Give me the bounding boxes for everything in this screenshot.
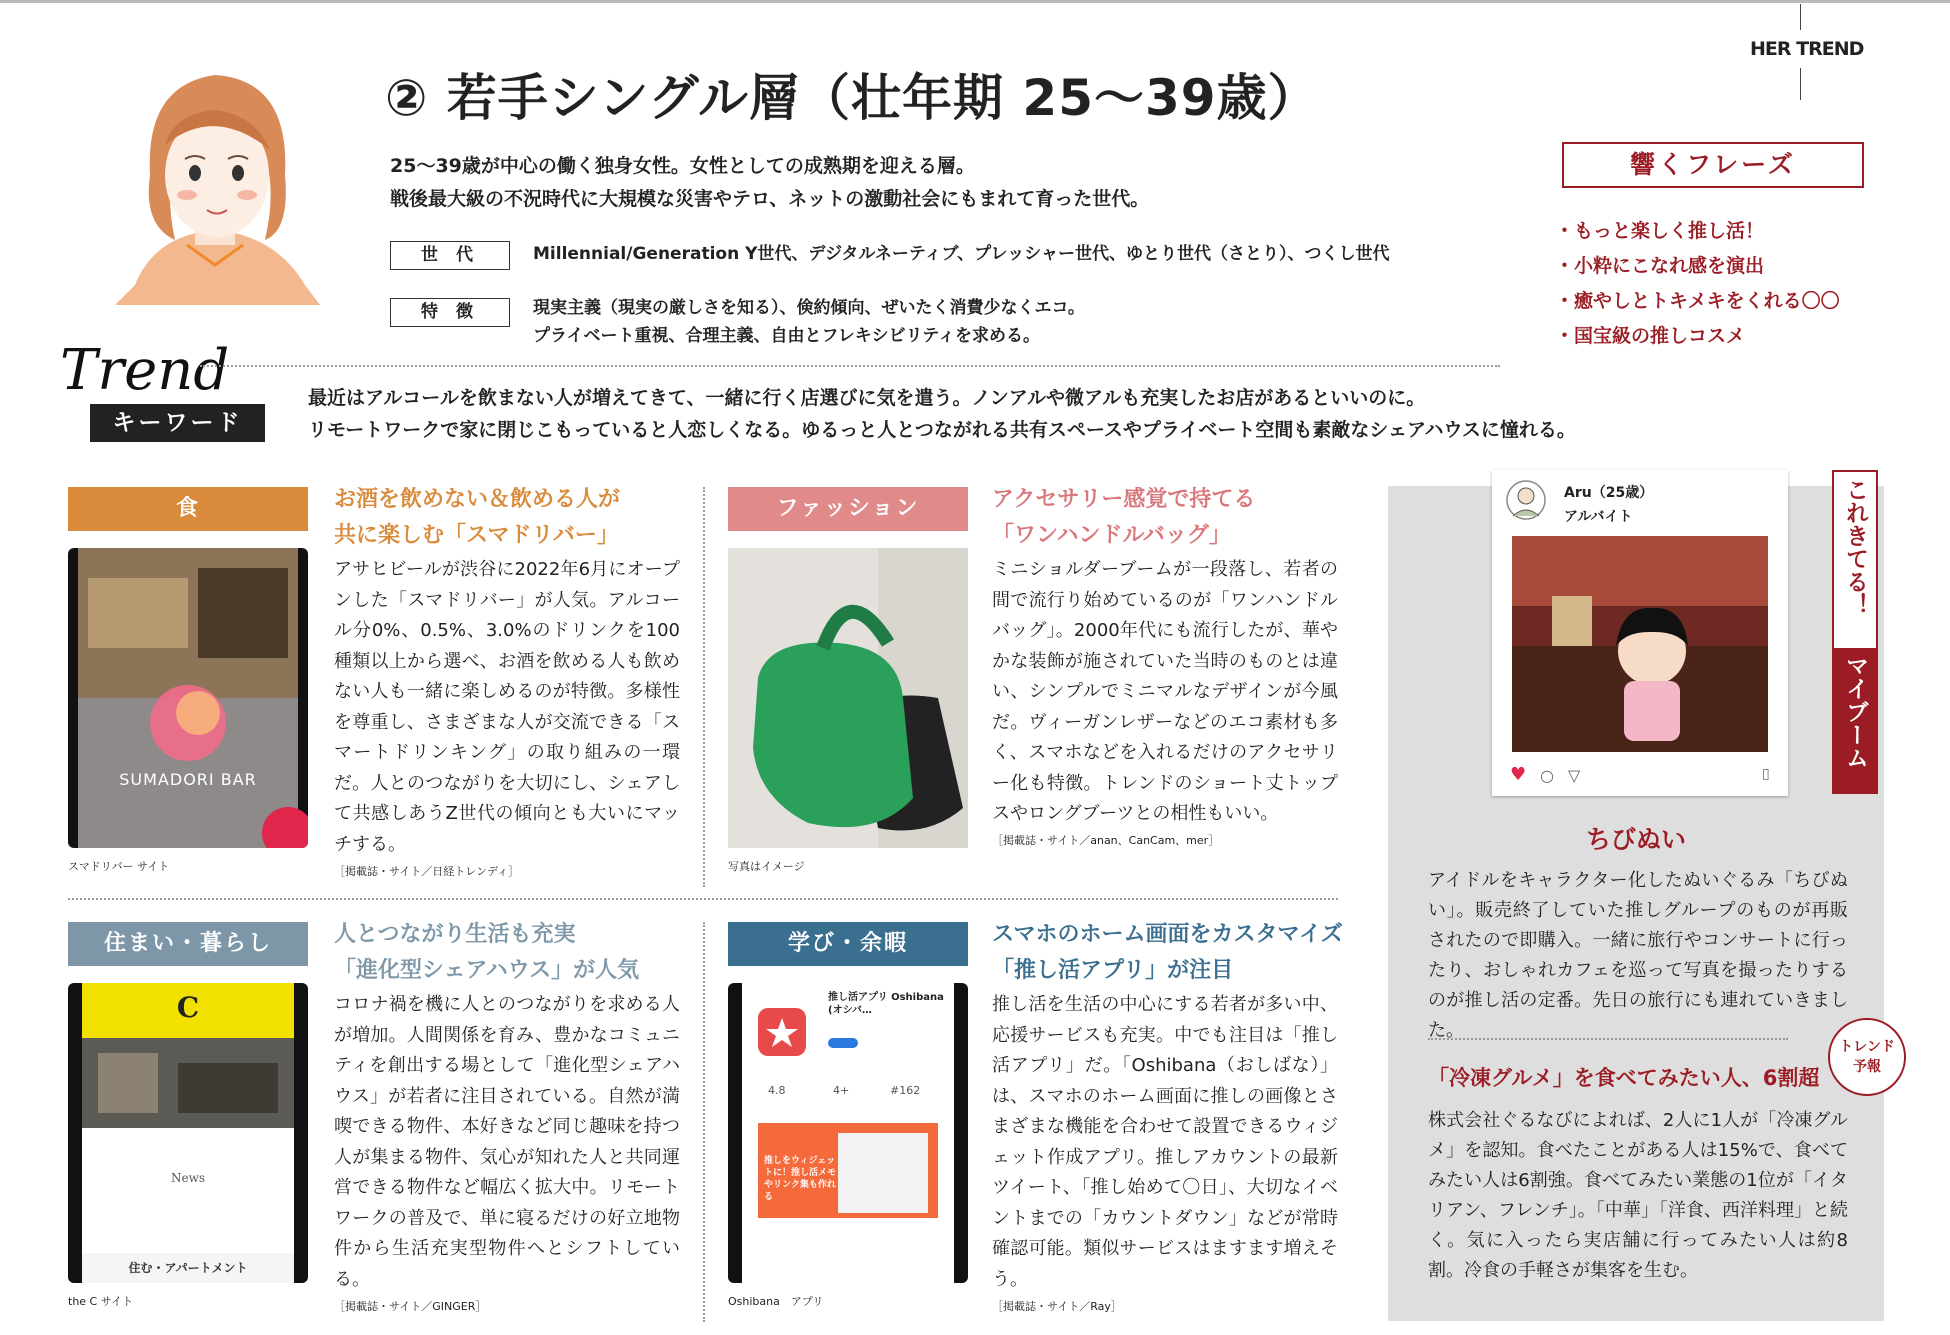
- learning-image-rank: #162: [890, 1084, 921, 1097]
- fashion-source: ［掲載誌・サイト／anan、CanCam、mer］: [992, 834, 1220, 847]
- intro-line-2: 戦後最大級の不況時代に大規模な災害やテロ、ネットの激動社会にもまれて育った世代。: [390, 188, 1150, 210]
- learning-source: ［掲載誌・サイト／Ray］: [992, 1300, 1122, 1313]
- myboom-tag-top: これきてる！: [1842, 478, 1868, 616]
- learning-image-rating: 4.8: [768, 1084, 786, 1097]
- fashion-caption: 写真はイメージ: [728, 860, 805, 873]
- fashion-body: ミニショルダーブームが一段落し、若者の間で流行り始めているのが「ワンハンドルバッグ」。2000年代にも流行したが、華やかな装飾が施されていた当時のものとは違い、シンプルでミニマルなデザインが今風だ。ヴィーガンレザーなどのエコ素材も多く、スマホなどを入れるだけのアクセサリー化も特徴。トレンドのショート丈トップスやロングブーツとの相性もいい。: [992, 559, 1338, 824]
- row-divider: [68, 898, 1338, 900]
- brand-label: HER TREND: [1750, 38, 1864, 60]
- learning-headline: [992, 917, 1343, 989]
- column-divider-top: [703, 487, 705, 887]
- learning-headline-2: 「推し活アプリ」が注目: [992, 958, 1234, 983]
- user-name: Aru（25歳）: [1564, 485, 1654, 501]
- keyword-text: [308, 382, 1576, 446]
- post-photo: [1512, 536, 1768, 752]
- living-image-news: News: [170, 1171, 206, 1185]
- keyword-divider: [200, 365, 1500, 367]
- category-fashion: ファッション: [728, 487, 968, 531]
- food-headline-1: お酒を飲めない＆飲める人が: [334, 487, 621, 512]
- food-caption: スマドリバー サイト: [68, 860, 170, 873]
- living-image: [68, 983, 308, 1283]
- fashion-headline-1: アクセサリー感覚で持てる: [992, 487, 1256, 512]
- learning-image-app-name: 推し活アプリ Oshibana (オシバ…: [828, 992, 944, 1016]
- phrase-item: ・癒やしとトキメキをくれる〇〇: [1555, 290, 1840, 312]
- myboom-tag: [1832, 470, 1878, 794]
- like-icon[interactable]: ♥: [1510, 764, 1527, 785]
- food-image: [68, 548, 308, 848]
- comment-icon[interactable]: ○: [1540, 766, 1554, 785]
- food-headline: [334, 482, 620, 554]
- myboom-title: ちびぬい: [1585, 825, 1686, 854]
- phrase-item: ・小粋にこなれ感を演出: [1555, 255, 1765, 277]
- sidebar-divider: [1428, 1038, 1788, 1040]
- forecast-headline: 「冷凍グルメ」を食べてみたい人、6割超: [1428, 1066, 1820, 1090]
- forecast-body: 株式会社ぐるなびによれば、2人に1人が「冷凍グルメ」を認知。食べたことがある人は15%で、食べてみたい人は6割強。食べてみたい業態の1位が「イタリアン、フレンチ」。「中華」「洋食、西洋料理」と続く。気に入ったら実店舗に行ってみたい人は約8割。冷食の手軽さが集客を生む。: [1428, 1110, 1848, 1281]
- feature-line-1: 現実主義（現実の厳しさを知る）、倹約傾向、ぜいたく消費少なくエコ。: [533, 298, 1085, 318]
- category-food: 食: [68, 487, 308, 531]
- myboom-tag-bottom: マイブーム: [1842, 654, 1868, 769]
- forecast-badge-line-1: トレンド: [1839, 1039, 1895, 1055]
- phrases-list: [1555, 214, 1840, 354]
- feature-text: [533, 294, 1085, 350]
- share-icon[interactable]: ▽: [1568, 766, 1581, 785]
- user-job: アルバイト: [1564, 509, 1633, 525]
- living-body: コロナ禍を機に人とのつながりを求める人が増加。人間関係を育み、豊かなコミュニティを創出する場として「進化型シェアハウス」が若者に注目されている。自然が満喫できる物件、本好きなど同じ趣味を持つ人が集まる物件、気心が知れた人と共同運営できる物件など幅広く拡大中。リモートワークの普及で、単に寝るだけの好立地物件から生活充実型物件へとシフトしている。: [334, 994, 680, 1290]
- feature-label: 特 徴: [390, 298, 510, 327]
- column-divider-bottom: [703, 922, 705, 1322]
- living-caption: the C サイト: [68, 1295, 133, 1308]
- food-image-text: SUMADORI BAR: [119, 770, 257, 789]
- learning-body: 推し活を生活の中心にする若者が多い中、応援サービスも充実。中でも注目は「推し活アプリ」だ。「Oshibana（おしばな）」は、スマホのホーム画面に推しの画像とさまざまな機能を合わせて設置できるウィジェット作成アプリ。推しアカウントの最新ツイート、「推し始めて〇日」、大切なイベントまでの「カウントダウン」などが常時確認可能。類似サービスはますます増えそう。: [992, 994, 1338, 1290]
- category-learning: 学び・余暇: [728, 922, 968, 966]
- phrase-item: ・もっと楽しく推し活！: [1555, 220, 1765, 242]
- intro-text: [390, 150, 1149, 216]
- page-title: ② 若手シングル層（壮年期 25〜39歳）: [385, 69, 1319, 127]
- brand-rule-bottom: [1800, 68, 1801, 100]
- forecast-badge: [1828, 1018, 1906, 1096]
- keyword-label: キーワード: [90, 404, 265, 442]
- learning-image: [728, 983, 968, 1283]
- user-avatar: [1506, 480, 1546, 520]
- living-image-logo: C: [176, 991, 200, 1024]
- keyword-line-2: リモートワークで家に閉じこもっていると人恋しくなる。ゆるっと人とつながれる共有スペースやプライベート空間も素敵なシェアハウスに憧れる。: [308, 419, 1576, 441]
- sns-post: [1492, 470, 1788, 796]
- living-headline-2: 「進化型シェアハウス」が人気: [334, 958, 640, 983]
- woman-illustration: [95, 55, 335, 305]
- generation-label: 世 代: [390, 241, 510, 270]
- brand-rule-top: [1800, 4, 1801, 30]
- learning-headline-1: スマホのホーム画面をカスタマイズ: [992, 922, 1343, 947]
- fashion-image: [728, 548, 968, 848]
- myboom-body: アイドルをキャラクター化したぬいぐるみ「ちびぬい」。販売終了していた推しグループのものが再販されたので即購入。一緒に旅行やコンサートに行ったり、おしゃれカフェを巡って写真を撮ったりするのが推し活の定番。先日の旅行にも連れていきました。: [1428, 870, 1848, 1041]
- living-image-menu: 住む・アパートメント: [128, 1261, 248, 1275]
- food-headline-2: 共に楽しむ「スマドリバー」: [334, 523, 619, 548]
- feature-line-2: プライベート重視、合理主義、自由とフレキシビリティを求める。: [533, 326, 1040, 346]
- phrase-item: ・国宝級の推しコスメ: [1555, 325, 1746, 347]
- generation-text: Millennial/Generation Y世代、デジタルネーティブ、プレッシャー世代、ゆとり世代（さとり）、つくし世代: [533, 244, 1390, 264]
- phrases-title: 響くフレーズ: [1562, 142, 1864, 188]
- category-living: 住まい・暮らし: [68, 922, 308, 966]
- living-headline-1: 人とつながり生活も充実: [334, 922, 576, 947]
- bookmark-icon[interactable]: ▯: [1762, 766, 1770, 782]
- top-rule: [0, 0, 1950, 3]
- fashion-headline: [992, 482, 1255, 554]
- living-headline: [334, 917, 639, 989]
- living-source: ［掲載誌・サイト／GINGER］: [334, 1300, 487, 1313]
- learning-caption: Oshibana アプリ: [728, 1295, 824, 1308]
- food-body: アサヒビールが渋谷に2022年6月にオープンした「スマドリバー」が人気。アルコール分0%、0.5%、3.0%のドリンクを100種類以上から選べ、お酒を飲める人も飲めない人も一緒に楽しめるのが特徴。多様性を尊重し、さまざまな人が交流できる「スマートドリンキング」の取り組みの一環だ。人とのつながりを大切にし、シェアして共感しあうZ世代の傾向とも大いにマッチする。: [334, 559, 680, 855]
- intro-line-1: 25〜39歳が中心の働く独身女性。女性としての成熟期を迎える層。: [390, 155, 975, 177]
- forecast-badge-line-2: 予報: [1853, 1059, 1881, 1075]
- keyword-line-1: 最近はアルコールを飲まない人が増えてきて、一緒に行く店選びに気を遣う。ノンアルや微アルも充実したお店があるといいのに。: [308, 387, 1426, 409]
- food-source: ［掲載誌・サイト／日経トレンディ］: [334, 865, 520, 878]
- trend-script-label: Trend: [60, 338, 230, 403]
- learning-image-age: 4+: [833, 1084, 850, 1097]
- fashion-headline-2: 「ワンハンドルバッグ」: [992, 523, 1231, 548]
- learning-image-banner: 推しをウィジェットに！推し活メモやリンク集も作れる: [764, 1156, 837, 1202]
